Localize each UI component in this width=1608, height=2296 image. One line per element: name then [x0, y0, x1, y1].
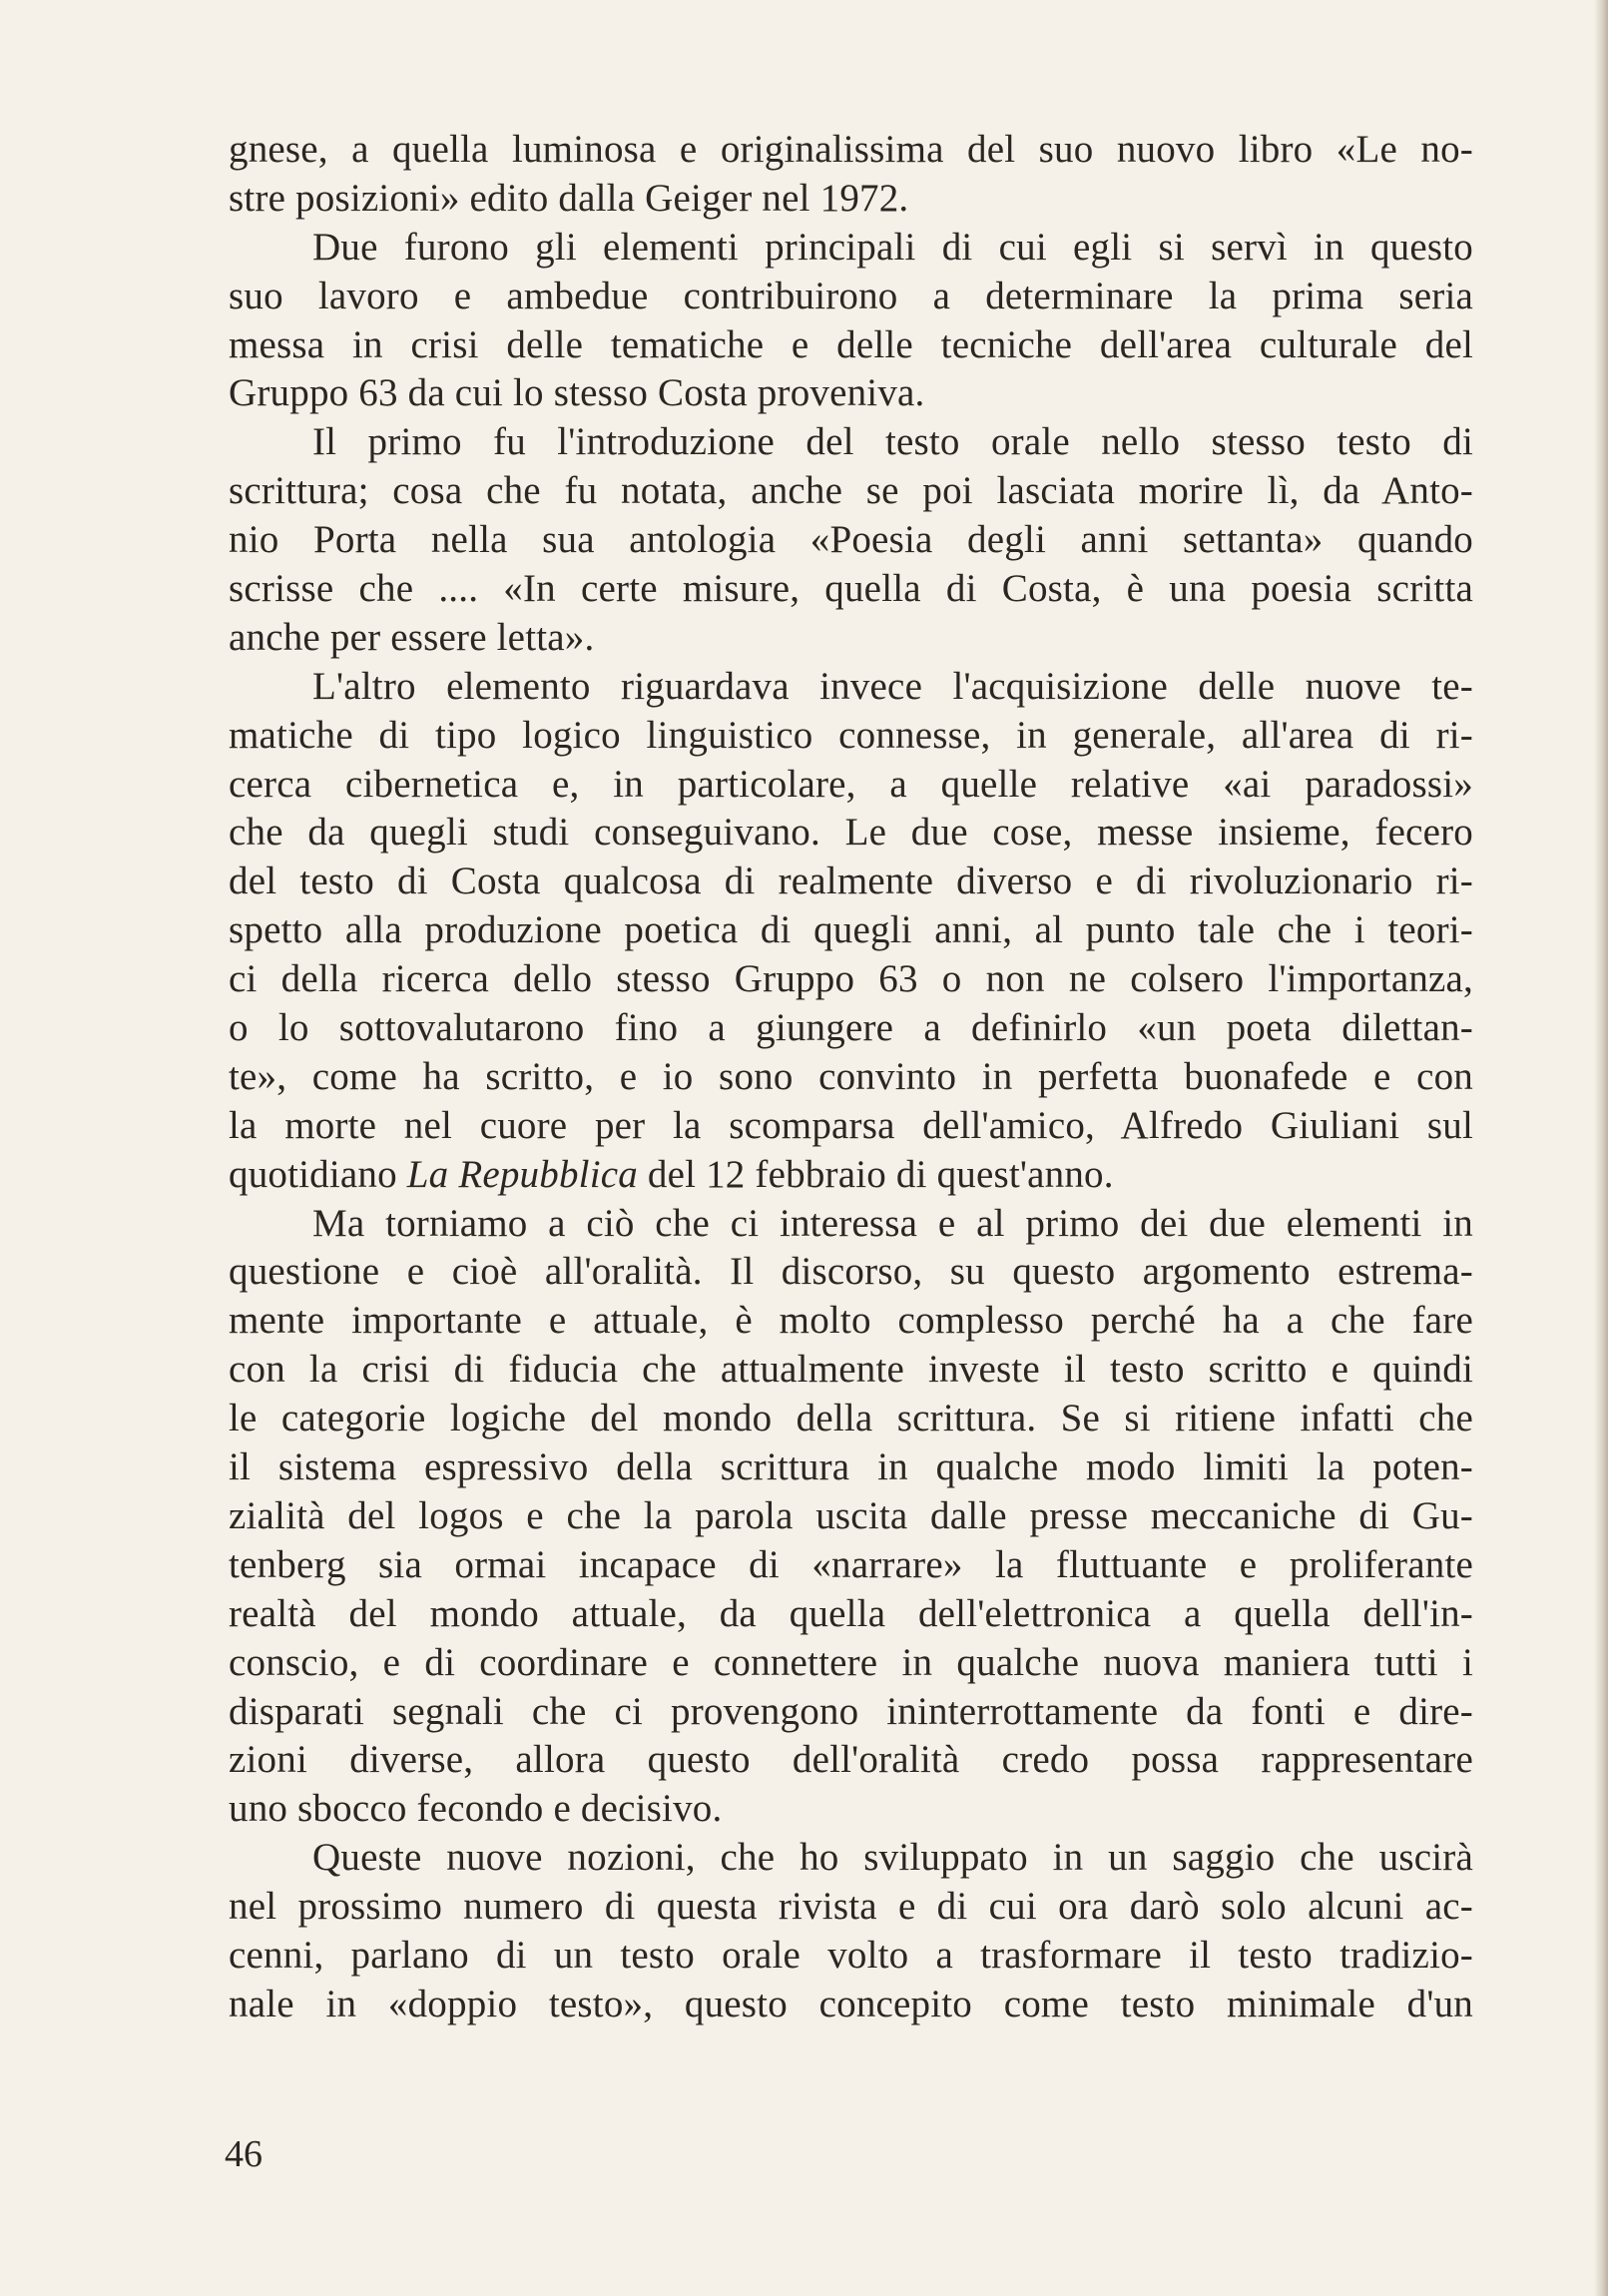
text-line: del testo di Costa qualcosa di realmente diverso e di rivoluzionario ri-	[229, 860, 1473, 903]
text-line: messa in crisi delle tematiche e delle tecniche dell'area culturale del	[229, 322, 1473, 366]
text-line: Queste nuove nozioni, che ho sviluppato in un saggio che uscirà	[312, 1836, 1473, 1880]
text-line: zialità del logos e che la parola uscita dalle presse meccaniche di Gu-	[229, 1493, 1473, 1537]
text-line: tenberg sia ormai incapace di «narrare» la fluttuante e proliferante	[229, 1542, 1473, 1586]
text-line: conscio, e di coordinare e connettere in qualche nuova maniera tutti i	[229, 1640, 1473, 1684]
text-line: con la crisi di fiducia che attualmente investe il testo scritto e quindi	[229, 1348, 1473, 1392]
text-line: o lo sottovalutarono fino a giungere a definirlo «un poeta dilettan-	[229, 1006, 1473, 1050]
text-line: Ma torniamo a ciò che ci interessa e al primo dei due elementi in	[312, 1201, 1473, 1245]
text-line: nel prossimo numero di questa rivista e di cui ora darò solo alcuni ac-	[229, 1885, 1473, 1929]
text-line: stre posizioni» edito dalla Geiger nel 1972.	[229, 176, 909, 220]
text-line: zioni diverse, allora questo dell'oralità credo possa rappresentare	[229, 1738, 1473, 1782]
page-number: 46	[225, 2133, 263, 2175]
text-line: Due furono gli elementi principali di cui egli si servì in questo	[312, 225, 1473, 269]
text-line: anche per essere letta».	[229, 615, 595, 659]
text-line-with-italic-title	[229, 1151, 1473, 1200]
text-line: L'altro elemento riguardava invece l'acquisizione delle nuove te-	[312, 664, 1473, 708]
text-line: realtà del mondo attuale, da quella dell'elettronica a quella dell'in-	[229, 1591, 1473, 1635]
text-line: questione e cioè all'oralità. Il discorso, su questo argomento estrema-	[229, 1250, 1473, 1294]
newspaper-title: La Repubblica	[406, 1152, 638, 1196]
text-line: suo lavoro e ambedue contribuirono a determinare la prima seria	[229, 274, 1473, 317]
text-line: nale in «doppio testo», questo concepito come testo minimale d'un	[229, 1982, 1473, 2025]
text-line: le categorie logiche del mondo della scrittura. Se si ritiene infatti che	[229, 1397, 1473, 1440]
text-line: la morte nel cuore per la scomparsa dell'amico, Alfredo Giuliani sul	[229, 1103, 1473, 1147]
text-line: scrittura; cosa che fu notata, anche se poi lasciata morire lì, da Anto-	[229, 469, 1473, 513]
text-segment: quotidiano	[229, 1152, 407, 1196]
text-line: Gruppo 63 da cui lo stesso Costa proveniva.	[229, 371, 925, 415]
text-line: cerca cibernetica e, in particolare, a quelle relative «ai paradossi»	[229, 762, 1473, 806]
text-line: gnese, a quella luminosa e originalissima del suo nuovo libro «Le no-	[229, 128, 1473, 171]
body-text	[229, 126, 1473, 2029]
page-edge-shadow	[1594, 0, 1608, 2296]
text-line: te», come ha scritto, e io sono convinto in perfetta buonafede e con	[229, 1054, 1473, 1098]
text-segment: del 12 febbraio di quest'anno.	[637, 1152, 1114, 1196]
text-line: mente importante e attuale, è molto complesso perché ha a che fare	[229, 1299, 1473, 1343]
text-line: uno sbocco fecondo e decisivo.	[229, 1787, 723, 1831]
text-line: che da quegli studi conseguivano. Le due cose, messe insieme, fecero	[229, 811, 1473, 855]
text-line: cenni, parlano di un testo orale volto a trasformare il testo tradizio-	[229, 1933, 1473, 1977]
text-line: Il primo fu l'introduzione del testo orale nello stesso testo di	[312, 420, 1473, 464]
text-line: il sistema espressivo della scrittura in qualche modo limiti la poten-	[229, 1445, 1473, 1489]
text-line: scrisse che .... «In certe misure, quella di Costa, è una poesia scritta	[229, 567, 1473, 611]
text-line: ci della ricerca dello stesso Gruppo 63 o non ne colsero l'importanza,	[229, 957, 1473, 1001]
text-line: disparati segnali che ci provengono ininterrottamente da fonti e dire-	[229, 1689, 1473, 1733]
text-line: nio Porta nella sua antologia «Poesia degli anni settanta» quando	[229, 518, 1473, 562]
text-line: spetto alla produzione poetica di quegli anni, al punto tale che i teori-	[229, 908, 1473, 952]
text-line: matiche di tipo logico linguistico connesse, in generale, all'area di ri-	[229, 713, 1473, 757]
